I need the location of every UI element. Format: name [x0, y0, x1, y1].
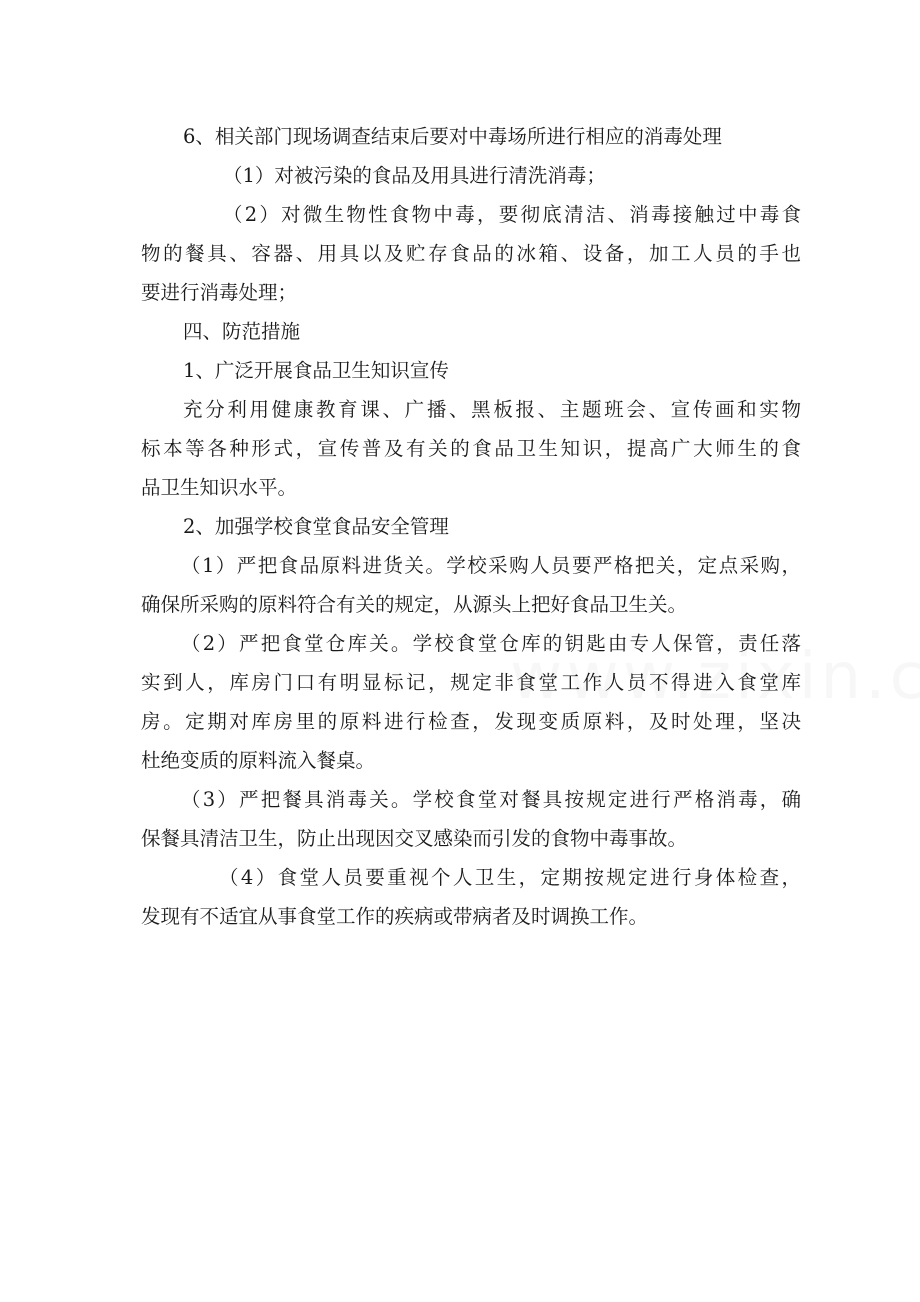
- document-body: [141, 117, 801, 936]
- paragraph-line: 发现有不适宜从事食堂工作的疾病或带病者及时调换工作。: [141, 905, 649, 928]
- paragraph-line: 确保所采购的原料符合有关的规定，从源头上把好食品卫生关。: [141, 593, 688, 616]
- paragraph-line: （1）对被污染的食品及用具进行清洗消毒；: [223, 164, 606, 187]
- watermark: [510, 640, 920, 714]
- paragraph-line: 物的餐具、容器、用具以及贮存食品的冰箱、设备，加工人员的手也: [141, 242, 801, 265]
- subsection-heading: 2、加强学校食堂食品安全管理: [183, 515, 449, 538]
- paragraph-line: （2）对微生物性食物中毒，要彻底清洁、消毒接触过中毒食: [223, 203, 801, 226]
- section-heading: 四、防范措施: [183, 320, 301, 343]
- paragraph-line: 保餐具清洁卫生，防止出现因交叉感染而引发的食物中毒事故。: [141, 827, 688, 850]
- paragraph-line: 实到人，库房门口有明显标记，规定非食堂工作人员不得进入食堂库: [141, 671, 801, 694]
- paragraph-line: 要进行消毒处理；: [141, 281, 298, 304]
- paragraph-line: 房。定期对库房里的原料进行检查，发现变质原料，及时处理，坚决: [141, 710, 801, 733]
- paragraph-line: 标本等各种形式，宣传普及有关的食品卫生知识，提高广大师生的食: [141, 437, 801, 460]
- paragraph-line: 6、相关部门现场调查结束后要对中毒场所进行相应的消毒处理: [183, 125, 722, 148]
- paragraph-line: 品卫生知识水平。: [141, 476, 298, 499]
- paragraph-line: （2）严把食堂仓库关。学校食堂仓库的钥匙由专人保管，责任落: [181, 632, 801, 655]
- subsection-heading: 1、广泛开展食品卫生知识宣传: [183, 359, 449, 382]
- paragraph-line: 充分利用健康教育课、广播、黑板报、主题班会、宣传画和实物: [183, 398, 801, 421]
- paragraph-line: （1）严把食品原料进货关。学校采购人员要严格把关，定点采购，: [181, 554, 801, 577]
- paragraph-line: （3）严把餐具消毒关。学校食堂对餐具按规定进行严格消毒，确: [181, 788, 801, 811]
- paragraph-line: 杜绝变质的原料流入餐桌。: [141, 749, 376, 772]
- paragraph-line: （4）食堂人员要重视个人卫生，定期按规定进行身体检查，: [219, 866, 801, 889]
